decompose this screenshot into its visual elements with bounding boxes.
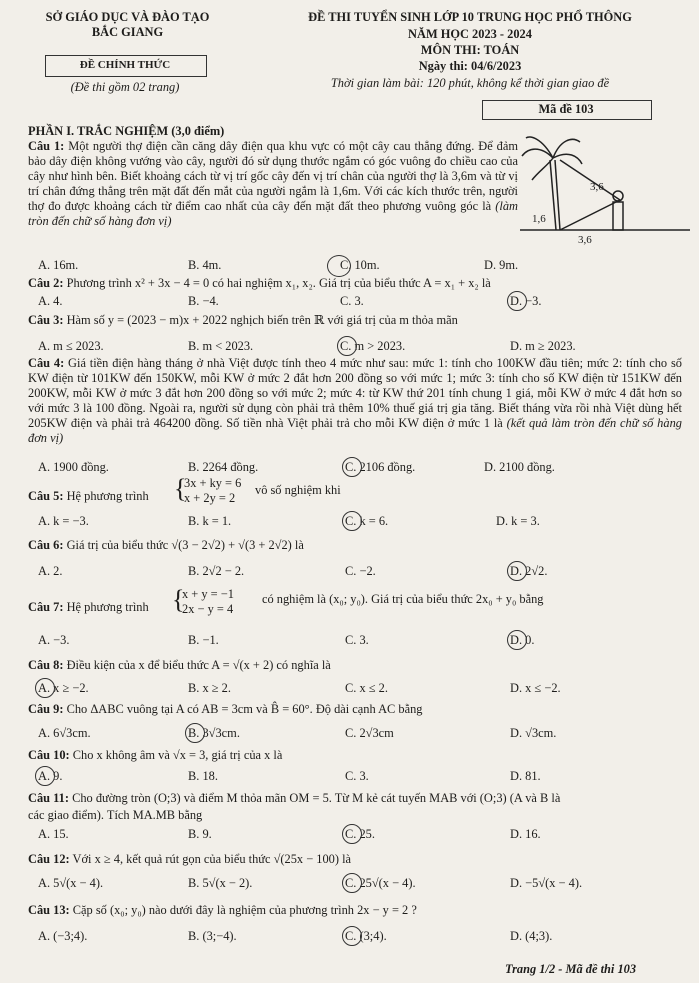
- option-value: 0.: [525, 633, 535, 647]
- question-13: [28, 903, 417, 918]
- question-text: Một người thợ điện cần căng dây điện qua khu vực có một cây cau thẳng đứng. Để đảm bảo dây điện không vướng vào cây, người đó sử dụng thước ngắm có góc vuông đo chiều cao của cây như hình bên. Biết khoảng cách từ vị trí gốc cây đến vị trí chân của người thợ là 3,6m và từ vị trí chân đứng thẳng trên mặt đất đến mắt của người ngắm là 1,6m. Với các kích thước trên, người thợ đo được khoảng cách từ điểm cao nhất của cây đến mặt đất theo phương vuông góc là: [28, 139, 518, 213]
- q11-option-d: D. 16.: [510, 827, 541, 841]
- q4-option-d: D. 2100 đồng.: [484, 460, 555, 474]
- province-name: BẮC GIANG: [91, 25, 164, 39]
- option-value: (3;4).: [359, 929, 387, 943]
- option-letter: C.: [345, 929, 357, 943]
- question-label: Câu 2:: [28, 276, 64, 290]
- option-letter: C.: [340, 258, 352, 272]
- palm-tree-figure: [520, 130, 690, 245]
- option-value: m > 2023.: [354, 339, 406, 353]
- question-text: Hệ phương trình: [66, 600, 149, 614]
- system-brace: {: [174, 474, 187, 503]
- figure-label-left: 1,6: [532, 213, 546, 225]
- question-6: [28, 538, 304, 553]
- answer-circle: [342, 926, 362, 946]
- q8-option-c: C. x ≤ 2.: [345, 681, 388, 695]
- question-4: [28, 356, 682, 446]
- option-value: k = 6.: [359, 514, 389, 528]
- question-12: [28, 852, 351, 867]
- q5-option-a: A. k = −3.: [38, 514, 89, 528]
- answer-circle: [327, 255, 351, 277]
- pages-note: (Đề thi gồm 02 trang): [70, 80, 180, 94]
- q10-option-c: C. 3.: [345, 769, 369, 783]
- section-title: PHẦN I. TRẮC NGHIỆM (3,0 điểm): [28, 124, 225, 138]
- department-name: SỞ GIÁO DỤC VÀ ĐÀO TẠO: [45, 10, 210, 24]
- q12-option-a: A. 5√(x − 4).: [38, 876, 104, 890]
- q8-option-d: D. x ≤ −2.: [510, 681, 561, 695]
- q4-option-b: B. 2264 đồng.: [188, 460, 259, 474]
- question-text: Cho ΔABC vuông tại A có AB = 3cm và B̂ = 60°. Độ dài cạnh AC bằng: [66, 702, 423, 716]
- option-value: 10m.: [354, 258, 380, 272]
- question-8: [28, 658, 331, 673]
- question-11: [28, 791, 560, 806]
- system-brace: {: [172, 585, 185, 614]
- answer-circle: [507, 561, 527, 581]
- question-label: Câu 6:: [28, 538, 64, 552]
- q5-question-tail: vô số nghiệm khi: [255, 483, 341, 497]
- q5-option-d: D. k = 3.: [496, 514, 540, 528]
- q3-option-a: A. m ≤ 2023.: [38, 339, 104, 353]
- question-label: Câu 4:: [28, 356, 65, 370]
- q7-option-a: A. −3.: [38, 633, 70, 647]
- question-label: Câu 9:: [28, 702, 64, 716]
- exam-title: ĐỀ THI TUYỂN SINH LỚP 10 TRUNG HỌC PHỔ THÔNG: [308, 10, 632, 24]
- q6-option-b: B. 2√2 − 2.: [188, 564, 245, 578]
- answer-circle: [342, 457, 362, 477]
- q2-option-a: A. 4.: [38, 294, 63, 308]
- option-value: 2106 đồng.: [359, 460, 416, 474]
- option-letter: D.: [510, 294, 523, 308]
- question-label: Câu 8:: [28, 658, 64, 672]
- question-label: Câu 7:: [28, 600, 64, 614]
- q7-question-tail: có nghiệm là (x₀; y₀). Giá trị của biểu thức 2x₀ + y₀ bằng: [262, 592, 544, 606]
- q10-option-d: D. 81.: [510, 769, 541, 783]
- question-text: Điều kiện của x để biểu thức A = √(x + 2) có nghĩa là: [66, 658, 331, 672]
- exam-code: Mã đề 103: [538, 102, 594, 116]
- question-label: Câu 3:: [28, 313, 64, 327]
- option-letter: C.: [345, 460, 357, 474]
- option-value: x ≥ −2.: [53, 681, 89, 695]
- question-label: Câu 11:: [28, 791, 69, 805]
- figure-label-top: 3,6: [590, 181, 604, 193]
- q1-option-b: B. 4m.: [188, 258, 222, 272]
- q6-option-a: A. 2.: [38, 564, 63, 578]
- q8-option-b: B. x ≥ 2.: [188, 681, 231, 695]
- q3-option-b: B. m < 2023.: [188, 339, 254, 353]
- q7-option-c: C. 3.: [345, 633, 369, 647]
- option-value: 9.: [53, 769, 63, 783]
- answer-circle: [507, 291, 527, 311]
- q1-option-d: D. 9m.: [484, 258, 519, 272]
- question-text: Với x ≥ 4, kết quả rút gọn của biểu thức √(25x − 100) là: [72, 852, 352, 866]
- q11-option-a: A. 15.: [38, 827, 69, 841]
- question-text: Phương trình x² + 3x − 4 = 0 có hai nghiệm x₁, x₂. Giá trị của biểu thức A = x₁ + x₂ là: [66, 276, 491, 290]
- option-value: 2√2.: [525, 564, 548, 578]
- q13-option-b: B. (3;−4).: [188, 929, 237, 943]
- question-text: Hàm số y = (2023 − m)x + 2022 nghịch biến trên ℝ với giá trị của m thỏa mãn: [66, 313, 458, 327]
- option-letter: A.: [38, 681, 51, 695]
- option-letter: C.: [345, 876, 357, 890]
- question-1: [28, 139, 518, 229]
- option-letter: D.: [510, 564, 523, 578]
- q7-option-b: B. −1.: [188, 633, 219, 647]
- answer-circle: [35, 678, 55, 698]
- q10-option-b: B. 18.: [188, 769, 218, 783]
- subject: MÔN THI: TOÁN: [420, 43, 520, 57]
- question-text: Giá tiền điện hàng tháng ở nhà Việt được tính theo 4 mức như sau: mức 1: tính cho 100KW đầu tiên; mức 2: tính cho số KW điện từ 101KW đến 150KW, mỗi KW ở mức 2 đắt hơn 200 đồng so với mức 1; mức 3: tính cho số KW điện từ 151KW đến 200KW, mỗi KW ở mức 3 đắt hơn 200 đồng so với mức 2; mức 4: từ KW thứ 201 tính chung 1 giá, mỗi KW ở mức 4 đắt hơn so với mức 3 là 100 đồng. Ngoài ra, người sử dụng còn phải trả thêm 10% thuế giá trị gia tăng. Biết tháng vừa rồi nhà Việt dùng hết 205KW điện và phải trả 464200 đồng. Số tiền nhà Việt phải trả cho mỗi KW điện ở mức 1 là: [28, 356, 682, 430]
- question-10: [28, 748, 282, 763]
- q7-equation-1: x + y = −1: [182, 587, 234, 601]
- option-letter: D.: [510, 633, 523, 647]
- q12-option-d: D. −5√(x − 4).: [510, 876, 583, 890]
- q4-option-a: A. 1900 đồng.: [38, 460, 109, 474]
- q9-option-c: C. 2√3cm: [345, 726, 394, 740]
- question-label: Câu 10:: [28, 748, 70, 762]
- question-note: (làm tròn đến chữ số hàng đơn vị): [28, 199, 518, 228]
- question-text: Cho đường tròn (O;3) và điểm M thỏa mãn OM = 5. Từ M kẻ cát tuyến MAB với (O;3) (A và B là: [72, 791, 561, 805]
- q1-option-a: A. 16m.: [38, 258, 79, 272]
- q2-option-b: B. −4.: [188, 294, 219, 308]
- answer-circle: [342, 824, 362, 844]
- time-note: Thời gian làm bài: 120 phút, không kể thời gian giao đề: [330, 76, 610, 90]
- question-7: [28, 600, 149, 615]
- exam-date: Ngày thi: 04/6/2023: [418, 59, 522, 73]
- question-text: Giá trị của biểu thức √(3 − 2√2) + √(3 + 2√2) là: [66, 538, 304, 552]
- answer-circle: [342, 511, 362, 531]
- option-value: −3.: [525, 294, 542, 308]
- question-text: Cho x không âm và √x = 3, giá trị của x là: [72, 748, 283, 762]
- q5-equation-1: 3x + ky = 6: [184, 476, 242, 490]
- q3-option-d: D. m ≥ 2023.: [510, 339, 576, 353]
- q13-option-a: A. (−3;4).: [38, 929, 88, 943]
- school-year: NĂM HỌC 2023 - 2024: [408, 27, 532, 41]
- answer-circle: [337, 336, 357, 356]
- question-label: Câu 12:: [28, 852, 70, 866]
- option-letter: C.: [340, 339, 352, 353]
- q2-option-c: C. 3.: [340, 294, 364, 308]
- question-text: Cặp số (x₀; y₀) nào dưới đây là nghiệm của phương trình 2x − y = 2 ?: [72, 903, 417, 917]
- q6-option-c: C. −2.: [345, 564, 376, 578]
- option-value: 25.: [359, 827, 375, 841]
- question-note: (kết quả làm tròn đến chữ số hàng đơn vị): [28, 416, 682, 445]
- answer-circle: [35, 766, 55, 786]
- option-letter: A.: [38, 769, 51, 783]
- q9-option-a: A. 6√3cm.: [38, 726, 91, 740]
- question-label: Câu 5:: [28, 489, 64, 503]
- q7-equation-2: 2x − y = 4: [182, 602, 234, 616]
- q12-option-b: B. 5√(x − 2).: [188, 876, 253, 890]
- question-5: [28, 489, 149, 504]
- option-letter: C.: [345, 827, 357, 841]
- answer-circle: [185, 723, 205, 743]
- q5-equation-2: x + 2y = 2: [184, 491, 236, 505]
- answer-circle: [507, 630, 527, 650]
- option-letter: B.: [188, 726, 200, 740]
- option-value: 25√(x − 4).: [359, 876, 416, 890]
- figure-label-bottom: 3,6: [578, 234, 592, 245]
- question-2: [28, 276, 491, 291]
- q11-text-continued: các giao điểm). Tích MA.MB bằng: [28, 808, 203, 822]
- q13-option-d: D. (4;3).: [510, 929, 553, 943]
- option-letter: C.: [345, 514, 357, 528]
- official-label: ĐỀ CHÍNH THỨC: [79, 59, 171, 71]
- option-value: 3√3cm.: [202, 726, 240, 740]
- answer-circle: [342, 873, 362, 893]
- question-9: [28, 702, 423, 717]
- page-footer: Trang 1/2 - Mã đề thi 103: [505, 962, 637, 976]
- question-text: Hệ phương trình: [66, 489, 149, 503]
- question-label: Câu 13:: [28, 903, 70, 917]
- question-label: Câu 1:: [28, 139, 65, 153]
- q9-option-d: D. √3cm.: [510, 726, 557, 740]
- q11-option-b: B. 9.: [188, 827, 212, 841]
- question-3: [28, 313, 458, 328]
- q5-option-b: B. k = 1.: [188, 514, 232, 528]
